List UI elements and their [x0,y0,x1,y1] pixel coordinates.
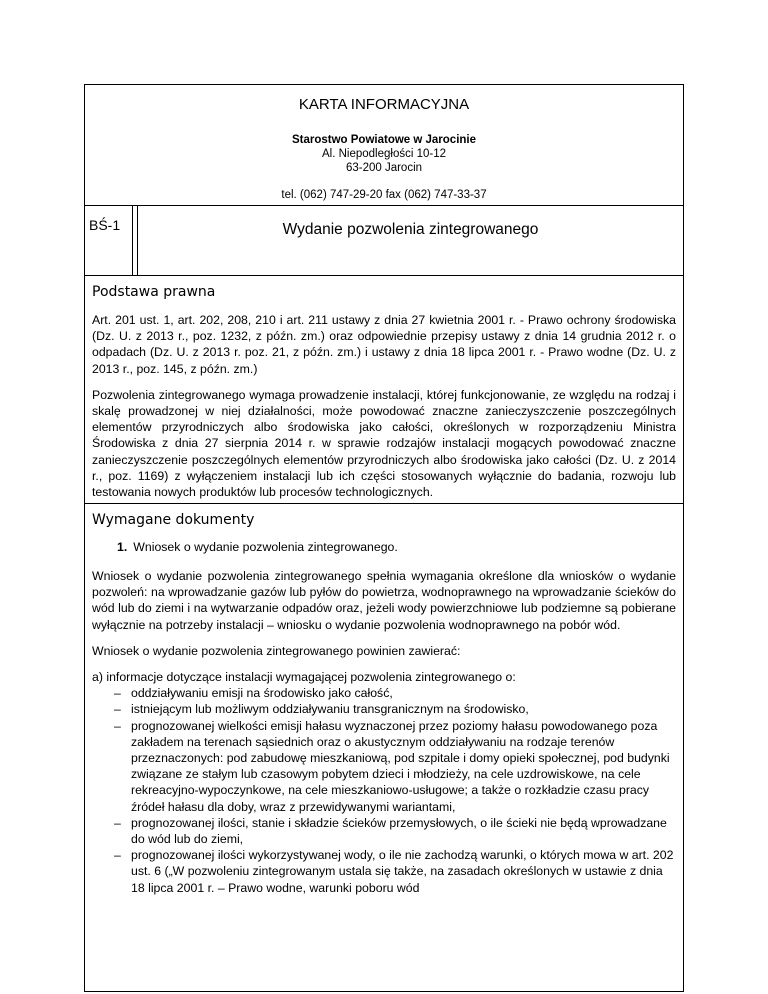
requirement-a: a) informacje dotyczące instalacji wymagającej pozwolenia zintegrowanego o: [92,670,516,685]
office-name: Starostwo Powiatowe w Jarocinie [291,134,477,146]
document-item-number: 1. [117,540,128,554]
office-phone: tel. (062) 747-29-20 fax (062) 747-33-37 [281,189,487,201]
required-documents-heading: Wymagane dokumenty [92,512,255,528]
legal-basis-paragraph-2: Pozwolenia zintegrowanego wymaga prowadzenie instalacji, której funkcjonowanie, ze względu na rodzaj i skalę prowadzonej w niej działalności, może powodować znaczne zanieczyszczenie poszczególnych elementów przyrodniczych albo środowiska jako całości, określonych w rozporządzeniu Ministra Środowiska z dnia 27 sierpnia 2014 r. w sprawie rodzajów instalacji mogących powodować znaczne zanieczyszczenie poszczególnych elementów przyrodniczych albo środowiska jako całości (Dz. U. z 2014 r., poz. 1169) z wyłączeniem instalacji lub ich części stosowanych wyłącznie do badania, rozwoju lub testowania nowych produktów lub procesów technologicznych. [92,387,676,500]
required-documents-section [84,504,684,992]
info-card [84,84,684,992]
card-title: KARTA INFORMACYJNA [298,96,470,113]
card-name: Wydanie pozwolenia zintegrowanego [282,221,539,238]
list-item: – prognozowanej ilości, stanie i składzie ścieków przemysłowych, o ile ścieki nie będą wprowadzane do wód lub do ziemi, [114,815,676,847]
documents-paragraph-1: Wniosek o wydanie pozwolenia zintegrowanego spełnia wymagania określone dla wniosków o wydanie pozwoleń: na wprowadzanie gazów lub pyłów do powietrza, wodnoprawnego na wprowadzanie ścieków do wód lub do ziemi i na wytwarzanie odpadów oraz, jeżeli wody powierzchniowe lub podziemne są pobierane wyłącznie na potrzeby instalacji – wniosku o wydanie pozwolenia wodnoprawnego na pobór wód. [92,569,676,632]
list-item: – prognozowanej wielkości emisji hałasu wyznaczonej przez poziomy hałasu powodowanego poza zakładem na terenach sąsiednich oraz o akustycznym oddziaływaniu na rodzaje terenów przeznaczonych: pod zabudowę mieszkaniową, pod szpitale i domy opieki społecznej, pod budynki związane ze stałym lub czasowym pobytem dzieci i młodzieży, na cele uzdrowiskowe, na cele rekreacyjno-wypoczynkowe, na cele mieszkaniowo-usługowe; a także o rozkładzie czasu pracy źródeł hałasu dla doby, wraz z przewidywanymi wariantami, [114,718,676,815]
card-code-row [84,206,684,276]
document-item-text: Wniosek o wydanie pozwolenia zintegrowanego. [133,540,398,554]
documents-paragraph-2: Wniosek o wydanie pozwolenia zintegrowanego powinien zawierać: [92,643,461,658]
legal-basis-section [84,276,684,504]
legal-basis-heading: Podstawa prawna [92,284,216,300]
list-item: – prognozowanej ilości wykorzystywanej wody, o ile nie zachodzą warunki, o których mowa w art. 202 ust. 6 („W pozwoleniu zintegrowanym ustala się także, na zasadach określonych w ustawie z dnia 18 lipca 2001 r. – Prawo wodne, warunki poboru wód [114,847,676,896]
legal-basis-paragraph-1: Art. 201 ust. 1, art. 202, 208, 210 i art. 211 ustawy z dnia 27 kwietnia 2001 r. - Prawo ochrony środowiska (Dz. U. z 2013 r., poz. 1232, z późn. zm.) oraz odpowiednie przepisy ustawy z dnia 14 grudnia 2012 r. o odpadach (Dz. U. z 2013 r. poz. 21, z późn. zm.) i ustawy z dnia 18 lipca 2001 r. - Prawo wodne (Dz. U. z 2013 r., poz. 145, z późn. zm.) [92,313,676,376]
list-item: – oddziaływaniu emisji na środowisko jako całość, [114,685,676,701]
office-postcode: 63-200 Jarocin [345,162,423,174]
requirement-a-list [92,685,676,896]
office-address: Al. Niepodległości 10-12 [321,148,447,160]
document-item-1 [117,540,676,554]
card-code: BŚ-1 [85,206,133,275]
card-header [84,84,684,206]
list-item: – istniejącym lub możliwym oddziaływaniu transgranicznym na środowisko, [114,701,676,717]
